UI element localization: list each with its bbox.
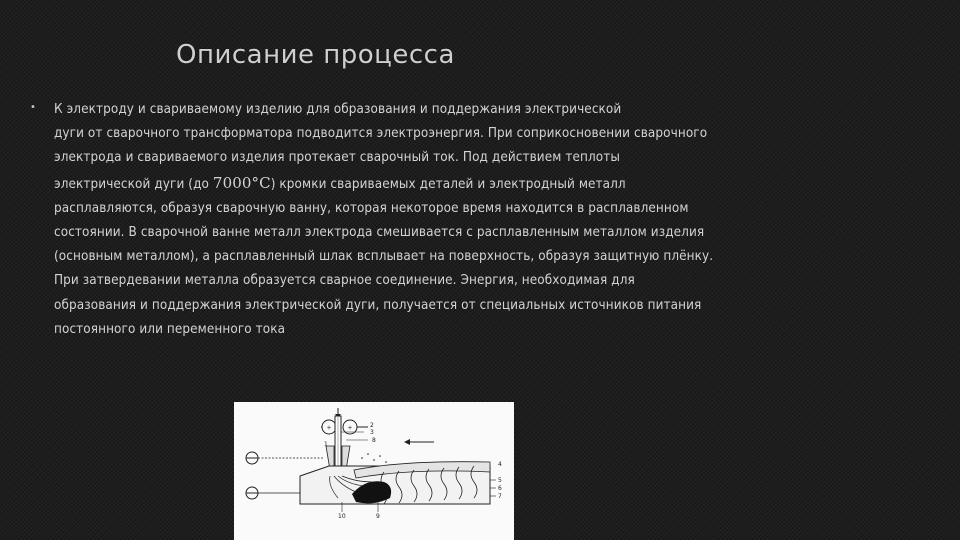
body-text-block — [30, 98, 845, 342]
label-4: 4 — [498, 461, 502, 468]
label-7: 7 — [498, 493, 502, 500]
label-9: 9 — [376, 513, 380, 520]
paragraph-line: При затвердевании металла образуется сварное соединение. Энергия, необходимая для — [54, 273, 635, 289]
welding-diagram-svg — [234, 402, 514, 540]
label-1: 1 — [324, 441, 328, 448]
label-2: 2 — [370, 422, 374, 429]
paragraph-line: К электроду и свариваемому изделию для образования и поддержания электрической — [54, 102, 622, 117]
paragraph-line: дуги от сварочного трансформатора подводится электроэнергия. При соприкосновении сварочного — [54, 126, 708, 142]
process-description-paragraph — [54, 98, 845, 342]
power-terminal-plus — [322, 420, 336, 434]
spatter-dots — [361, 453, 387, 463]
label-5: 5 — [498, 477, 502, 484]
label-10: 10 — [338, 513, 346, 520]
temperature-value: 7000°С — [212, 173, 271, 192]
slide-title: Описание процесса — [176, 40, 455, 70]
paragraph-line — [54, 171, 845, 197]
svg-text:+: + — [326, 424, 332, 432]
svg-text:+: + — [347, 424, 353, 432]
paragraph-text: электрической дуги (до — [54, 176, 213, 192]
paragraph-line: расплавляются, образуя сварочную ванну, которая некоторое время находится в расплавленном — [54, 200, 689, 216]
label-6: 6 — [498, 485, 502, 492]
label-8: 8 — [372, 437, 376, 444]
bullet-icon: • — [30, 102, 36, 113]
label-3: 3 — [370, 429, 374, 436]
paragraph-line: электрода и свариваемого изделия протекает сварочный ток. Под действием теплоты — [54, 150, 620, 166]
paragraph-text: ) кромки свариваемых деталей и электродный металл — [270, 176, 626, 192]
welding-diagram — [234, 402, 514, 540]
paragraph-line: образования и поддержания электрической дуги, получается от специальных источников питания — [54, 297, 702, 313]
paragraph-line: (основным металлом), а расплавленный шлак всплывает на поверхность, образуя защитную плёнку. — [54, 249, 714, 265]
paragraph-line: постоянного или переменного тока — [54, 321, 286, 337]
paragraph-line: состоянии. В сварочной ванне металл электрода смешивается с расплавленным металлом изделия — [54, 225, 705, 241]
